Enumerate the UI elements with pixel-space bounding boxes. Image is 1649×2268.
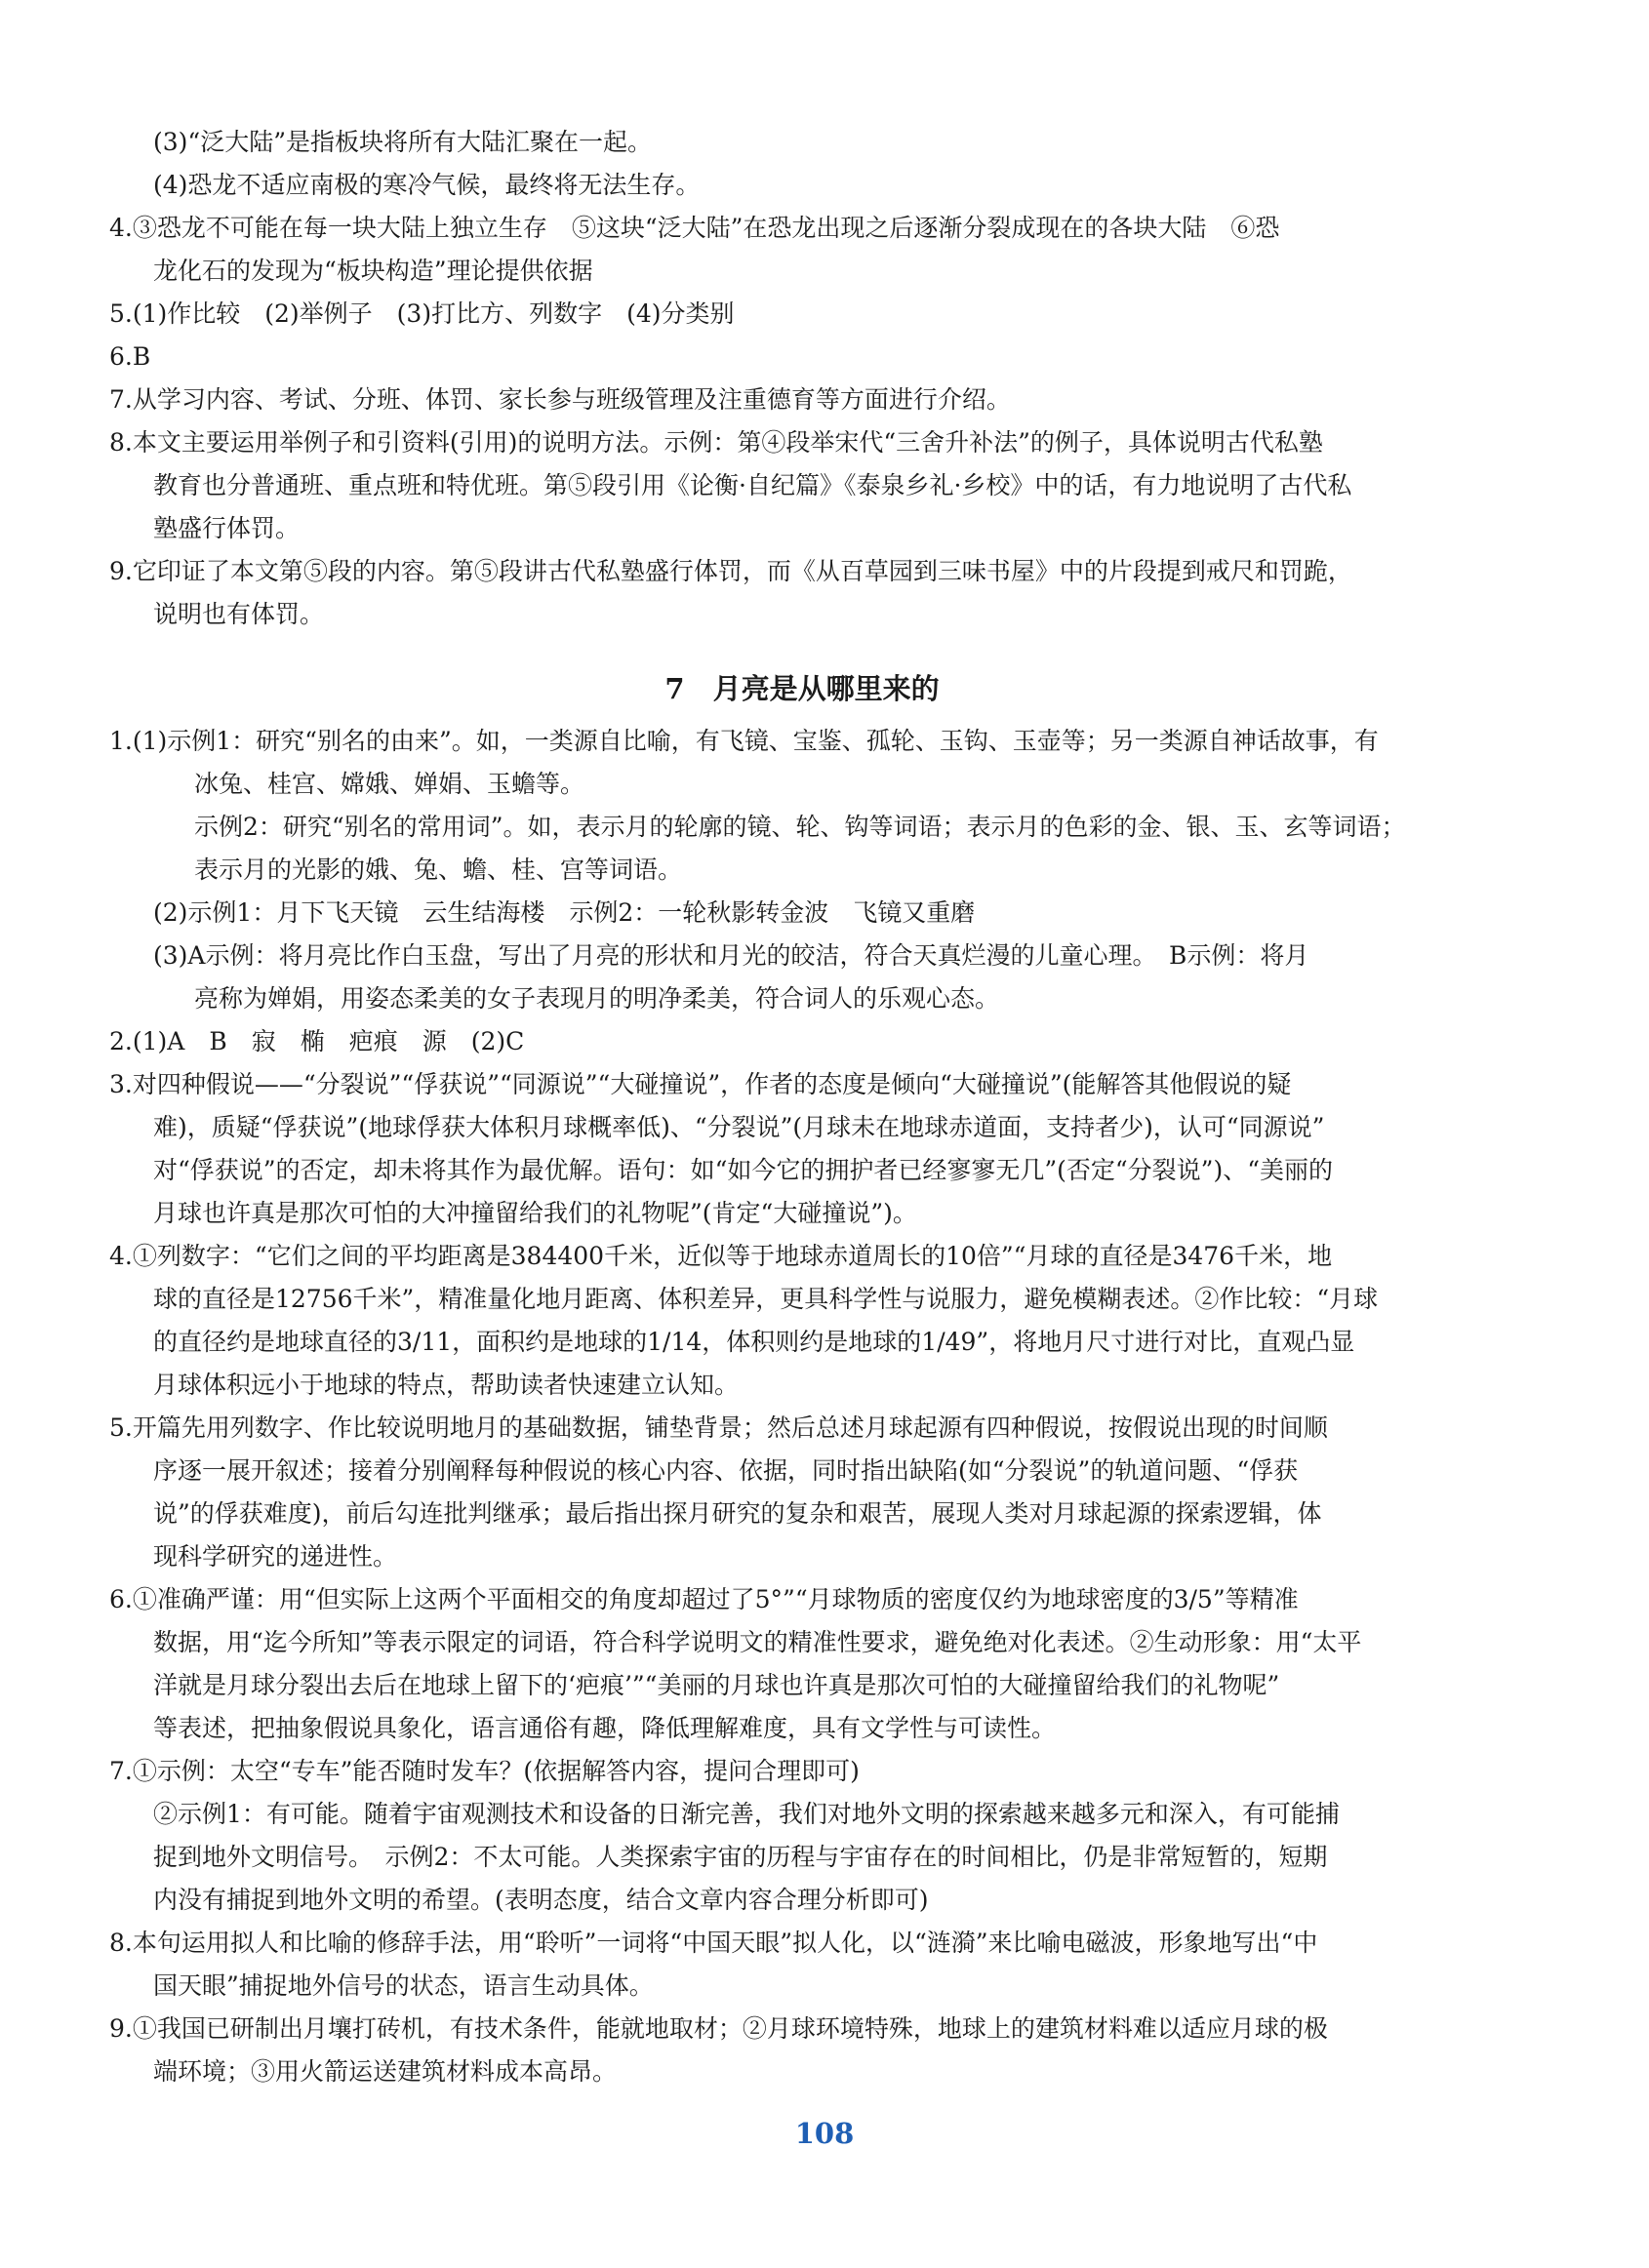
answer-line: 现科学研究的递进性。	[153, 1542, 398, 1571]
answer-line: 5.开篇先用列数字、作比较说明地月的基础数据，铺垫背景；然后总述月球起源有四种假说，按假说出现的时间顺	[109, 1413, 1328, 1442]
answer-line: 4.③恐龙不可能在每一块大陆上独立生存 ⑤这块“泛大陆”在恐龙出现之后逐渐分裂成现在的各块大陆 ⑥恐	[109, 214, 1280, 242]
answer-line: 教育也分普通班、重点班和特优班。第⑤段引用《论衡·自纪篇》《泰泉乡礼·乡校》中的话，有力地说明了古代私	[153, 471, 1352, 499]
answer-line: 2.(1)A B 寂 椭 疤痕 源 (2)C	[109, 1027, 525, 1055]
answer-line: 的直径约是地球直径的3/11，面积约是地球的1/14，体积则约是地球的1/49”，将地月尺寸进行对比，直观凸显	[153, 1328, 1355, 1356]
answers-previous-section	[109, 121, 1495, 636]
answer-line: 洋就是月球分裂出去后在地球上留下的‘疤痕’”“美丽的月球也许真是那次可怕的大碰撞留给我们的礼物呢”	[153, 1671, 1280, 1699]
answer-line: 6.①准确严谨：用“但实际上这两个平面相交的角度却超过了5°”“月球物质的密度仅约为地球密度的3/5”等精准	[109, 1585, 1299, 1613]
answer-line: 7.①示例：太空“专车”能否随时发车？(依据解答内容，提问合理即可)	[109, 1757, 860, 1785]
answer-line: 内没有捕捉到地外文明的希望。(表明态度，结合文章内容合理分析即可)	[153, 1886, 929, 1914]
answer-line: 捉到地外文明信号。 示例2：不太可能。人类探索宇宙的历程与宇宙存在的时间相比，仍是非常短暂的，短期	[153, 1843, 1328, 1871]
answers-section-7	[109, 720, 1495, 2093]
answer-line: 球的直径是12756千米”，精准量化地月距离、体积差异，更具科学性与说服力，避免模糊表述。②作比较：“月球	[153, 1285, 1379, 1313]
answer-line: 月球体积远小于地球的特点，帮助读者快速建立认知。	[153, 1371, 740, 1399]
answer-line: 表示月的光影的娥、兔、蟾、桂、宫等词语。	[194, 855, 683, 884]
answer-line: 1.(1)示例1：研究“别名的由来”。如，一类源自比喻，有飞镜、宝鉴、孤轮、玉钩、玉壶等；另一类源自神话故事，有	[109, 727, 1379, 755]
answer-line: 等表述，把抽象假说具象化，语言通俗有趣，降低理解难度，具有文学性与可读性。	[153, 1714, 1057, 1742]
answer-line: 冰兔、桂宫、嫦娥、婵娟、玉蟾等。	[194, 770, 585, 798]
answer-line: 4.①列数字：“它们之间的平均距离是384400千米，近似等于地球赤道周长的10倍”“月球的直径是3476千米，地	[109, 1242, 1333, 1270]
answer-line: 数据，用“迄今所知”等表示限定的词语，符合科学说明文的精准性要求，避免绝对化表述。②生动形象：用“太平	[153, 1628, 1362, 1656]
section-title: 7 月亮是从哪里来的	[664, 672, 940, 705]
answer-line: (4)恐龙不适应南极的寒冷气候，最终将无法生存。	[153, 171, 701, 199]
answer-line: 6.B	[109, 342, 151, 371]
answer-line: ②示例1：有可能。随着宇宙观测技术和设备的日渐完善，我们对地外文明的探索越来越多元和深入，有可能捕	[153, 1800, 1340, 1828]
answer-line: 亮称为婵娟，用姿态柔美的女子表现月的明净柔美，符合词人的乐观心态。	[194, 984, 1000, 1013]
answer-line: 塾盛行体罚。	[153, 514, 301, 542]
answer-line: 国天眼”捕捉地外信号的状态，语言生动具体。	[153, 1971, 654, 2000]
answer-line: 7.从学习内容、考试、分班、体罚、家长参与班级管理及注重德育等方面进行介绍。	[109, 385, 1011, 414]
answer-line: (3)“泛大陆”是指板块将所有大陆汇聚在一起。	[153, 128, 652, 156]
answer-line: 9.①我国已研制出月壤打砖机，有技术条件，能就地取材；②月球环境特殊，地球上的建筑材料难以适应月球的极	[109, 2014, 1328, 2043]
answer-line: 对“俘获说”的否定，却未将其作为最优解。语句：如“如今它的拥护者已经寥寥无几”(否定“分裂说”)、“美丽的	[153, 1156, 1333, 1184]
answer-content	[109, 121, 1495, 2093]
answer-line: 难)，质疑“俘获说”(地球俘获大体积月球概率低)、“分裂说”(月球未在地球赤道面，支持者少)，认可“同源说”	[153, 1113, 1325, 1141]
answer-line: 5.(1)作比较 (2)举例子 (3)打比方、列数字 (4)分类别	[109, 299, 735, 328]
answer-line: (2)示例1：月下飞天镜 云生结海楼 示例2：一轮秋影转金波 飞镜又重磨	[153, 898, 976, 927]
answer-line: 8.本文主要运用举例子和引资料(引用)的说明方法。示例：第④段举宋代“三舍升补法”的例子，具体说明古代私塾	[109, 428, 1323, 457]
answer-line: 序逐一展开叙述；接着分别阐释每种假说的核心内容、依据，同时指出缺陷(如“分裂说”的轨道问题、“俘获	[153, 1456, 1299, 1485]
answer-line: 说”的俘获难度)，前后勾连批判继承；最后指出探月研究的复杂和艰苦，展现人类对月球起源的探索逻辑，体	[153, 1499, 1322, 1528]
answer-line: 说明也有体罚。	[153, 600, 325, 628]
answer-line: 示例2：研究“别名的常用词”。如，表示月的轮廓的镜、轮、钩等词语；表示月的色彩的金、银、玉、玄等词语；	[194, 813, 1406, 841]
answer-line: 月球也许真是那次可怕的大冲撞留给我们的礼物呢”(肯定“大碰撞说”)。	[153, 1199, 917, 1227]
answer-line: 端环境；③用火箭运送建筑材料成本高昂。	[153, 2057, 618, 2086]
answer-line: 龙化石的发现为“板块构造”理论提供依据	[153, 257, 593, 285]
answer-line: 3.对四种假说——“分裂说”“俘获说”“同源说”“大碰撞说”，作者的态度是倾向“大碰撞说”(能解答其他假说的疑	[109, 1070, 1292, 1098]
page-number: 108	[794, 2117, 855, 2150]
answer-line: (3)A示例：将月亮比作白玉盘，写出了月亮的形状和月光的皎洁，符合天真烂漫的儿童心理。 B示例：将月	[153, 941, 1309, 970]
answer-line: 8.本句运用拟人和比喻的修辞手法，用“聆听”一词将“中国天眼”拟人化，以“涟漪”来比喻电磁波，形象地写出“中	[109, 1929, 1318, 1957]
answer-line: 9.它印证了本文第⑤段的内容。第⑤段讲古代私塾盛行体罚，而《从百草园到三味书屋》中的片段提到戒尺和罚跪，	[109, 557, 1352, 585]
